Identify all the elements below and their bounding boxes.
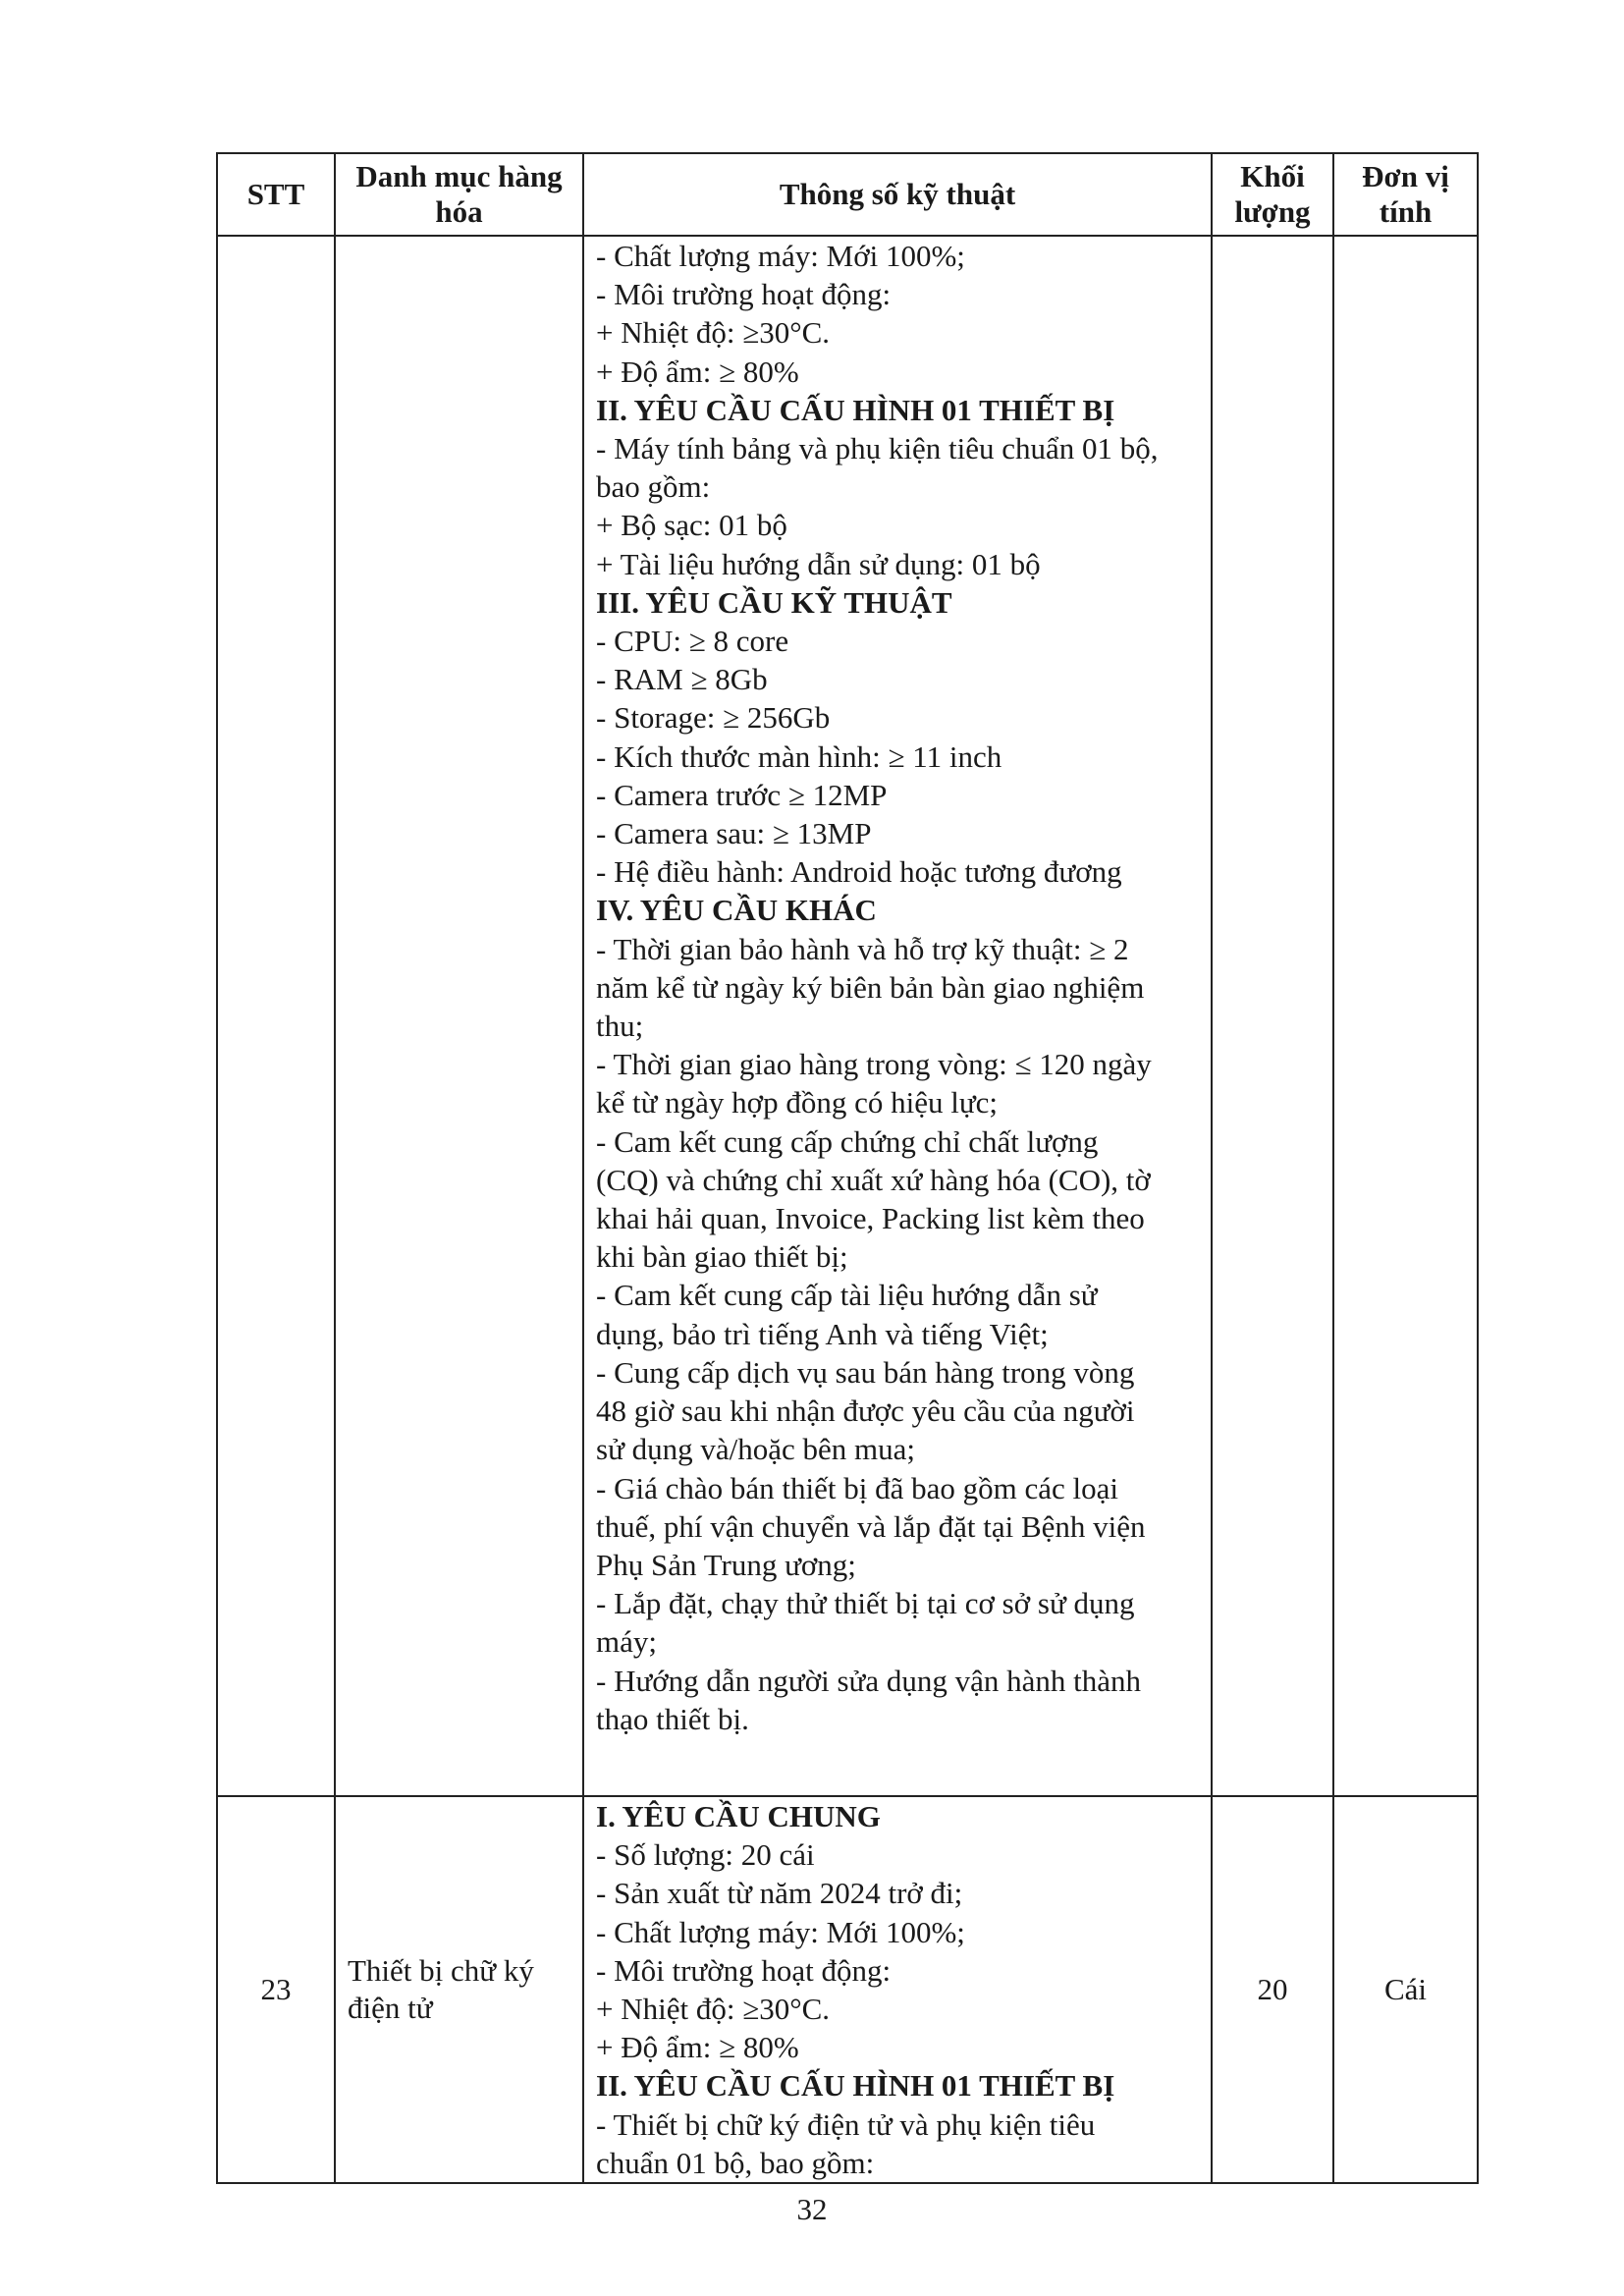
spec-line: - Cam kết cung cấp chứng chỉ chất lượng xyxy=(596,1123,1099,1159)
section-heading: II. YÊU CẦU CẤU HÌNH 01 THIẾT BỊ xyxy=(596,392,1115,427)
table-header-row xyxy=(217,153,1478,236)
spec-line: khai hải quan, Invoice, Packing list kèm theo xyxy=(596,1201,1145,1236)
spec-line: - Camera trước ≥ 12MP xyxy=(596,777,888,812)
spec-line: - Hướng dẫn người sửa dụng vận hành thành xyxy=(596,1663,1141,1698)
spec-line: + Độ ẩm: ≥ 80% xyxy=(596,354,799,389)
spec-line: thạo thiết bị. xyxy=(596,1701,749,1736)
spec-line: thuế, phí vận chuyển và lắp đặt tại Bệnh viện xyxy=(596,1508,1146,1544)
header-quantity: Khối lượng xyxy=(1212,153,1333,236)
section-heading: III. YÊU CẦU KỸ THUẬT xyxy=(596,584,952,620)
spec-line: - Thời gian giao hàng trong vòng: ≤ 120 ngày xyxy=(596,1047,1152,1082)
spec-line: + Độ ẩm: ≥ 80% xyxy=(596,2030,799,2065)
table-row-23 xyxy=(217,1796,1478,2183)
spec-line: - Cung cấp dịch vụ sau bán hàng trong vòng xyxy=(596,1354,1135,1390)
spec-line: dụng, bảo trì tiếng Anh và tiếng Việt; xyxy=(596,1316,1049,1351)
cell-specifications xyxy=(583,1796,1212,2183)
spec-line: - Thời gian bảo hành và hỗ trợ kỹ thuật: ≥ 2 xyxy=(596,931,1129,966)
cell-unit: Cái xyxy=(1333,1796,1478,2183)
spec-line: - Chất lượng máy: Mới 100%; xyxy=(596,1914,965,1949)
spec-line: - Môi trường hoạt động: xyxy=(596,277,892,312)
section-heading: IV. YÊU CẦU KHÁC xyxy=(596,893,877,928)
cell-quantity xyxy=(1212,236,1333,1796)
spec-line: kể từ ngày hợp đồng có hiệu lực; xyxy=(596,1085,998,1121)
spec-line: - RAM ≥ 8Gb xyxy=(596,662,768,697)
specification-table xyxy=(216,152,1479,2184)
spec-line: (CQ) và chứng chỉ xuất xứ hàng hóa (CO), tờ xyxy=(596,1162,1151,1197)
spec-line: thu; xyxy=(596,1009,644,1044)
spec-line: - Camera sau: ≥ 13MP xyxy=(596,816,872,851)
spec-line: - Kích thước màn hình: ≥ 11 inch xyxy=(596,738,1002,774)
spec-line: - Hệ điều hành: Android hoặc tương đương xyxy=(596,854,1122,890)
cell-quantity: 20 xyxy=(1212,1796,1333,2183)
spec-line: bao gồm: xyxy=(596,469,711,505)
spec-line: + Bộ sạc: 01 bộ xyxy=(596,508,787,543)
spec-line: năm kể từ ngày ký biên bản bàn giao nghiệm xyxy=(596,969,1145,1005)
cell-stt: 23 xyxy=(217,1796,335,2183)
spec-line: 48 giờ sau khi nhận được yêu cầu của người xyxy=(596,1394,1135,1429)
spec-line: - Thiết bị chữ ký điện tử và phụ kiện tiêu xyxy=(596,2106,1096,2142)
spec-line: chuẩn 01 bộ, bao gồm: xyxy=(596,2145,875,2180)
spec-line: - Số lượng: 20 cái xyxy=(596,1837,815,1873)
header-specifications: Thông số kỹ thuật xyxy=(583,153,1212,236)
spec-line: sử dụng và/hoặc bên mua; xyxy=(596,1432,916,1467)
spec-line: - Storage: ≥ 256Gb xyxy=(596,700,831,736)
spec-line: - Môi trường hoạt động: xyxy=(596,1952,892,1988)
spec-line: - Chất lượng máy: Mới 100%; xyxy=(596,239,965,273)
spec-line: - Sản xuất từ năm 2024 trở đi; xyxy=(596,1876,963,1911)
table-row-continued xyxy=(217,236,1478,1796)
header-unit: Đơn vị tính xyxy=(1333,153,1478,236)
cell-stt xyxy=(217,236,335,1796)
cell-item-name: Thiết bị chữ ký điện tử xyxy=(335,1796,583,2183)
section-heading: II. YÊU CẦU CẤU HÌNH 01 THIẾT BỊ xyxy=(596,2068,1115,2104)
spec-line: - Cam kết cung cấp tài liệu hướng dẫn sử xyxy=(596,1278,1098,1313)
spec-line: + Nhiệt độ: ≥30°C. xyxy=(596,1992,831,2027)
spec-line: - CPU: ≥ 8 core xyxy=(596,624,789,659)
header-item-name: Danh mục hàng hóa xyxy=(335,153,583,236)
spec-line: + Tài liệu hướng dẫn sử dụng: 01 bộ xyxy=(596,546,1041,581)
spec-line: - Giá chào bán thiết bị đã bao gồm các loại xyxy=(596,1470,1118,1505)
spec-line: + Nhiệt độ: ≥30°C. xyxy=(596,315,831,351)
cell-item-name xyxy=(335,236,583,1796)
spec-line: khi bàn giao thiết bị; xyxy=(596,1239,848,1275)
spec-line: máy; xyxy=(596,1624,657,1660)
spec-line: - Máy tính bảng và phụ kiện tiêu chuẩn 01 bộ, xyxy=(596,431,1159,466)
page-number: 32 xyxy=(796,2192,828,2226)
cell-specifications xyxy=(583,236,1212,1796)
header-stt: STT xyxy=(217,153,335,236)
section-heading: I. YÊU CẦU CHUNG xyxy=(596,1799,881,1833)
spec-line: - Lắp đặt, chạy thử thiết bị tại cơ sở sử dụng xyxy=(596,1586,1135,1621)
spec-line: Phụ Sản Trung ương; xyxy=(596,1547,856,1582)
cell-unit xyxy=(1333,236,1478,1796)
